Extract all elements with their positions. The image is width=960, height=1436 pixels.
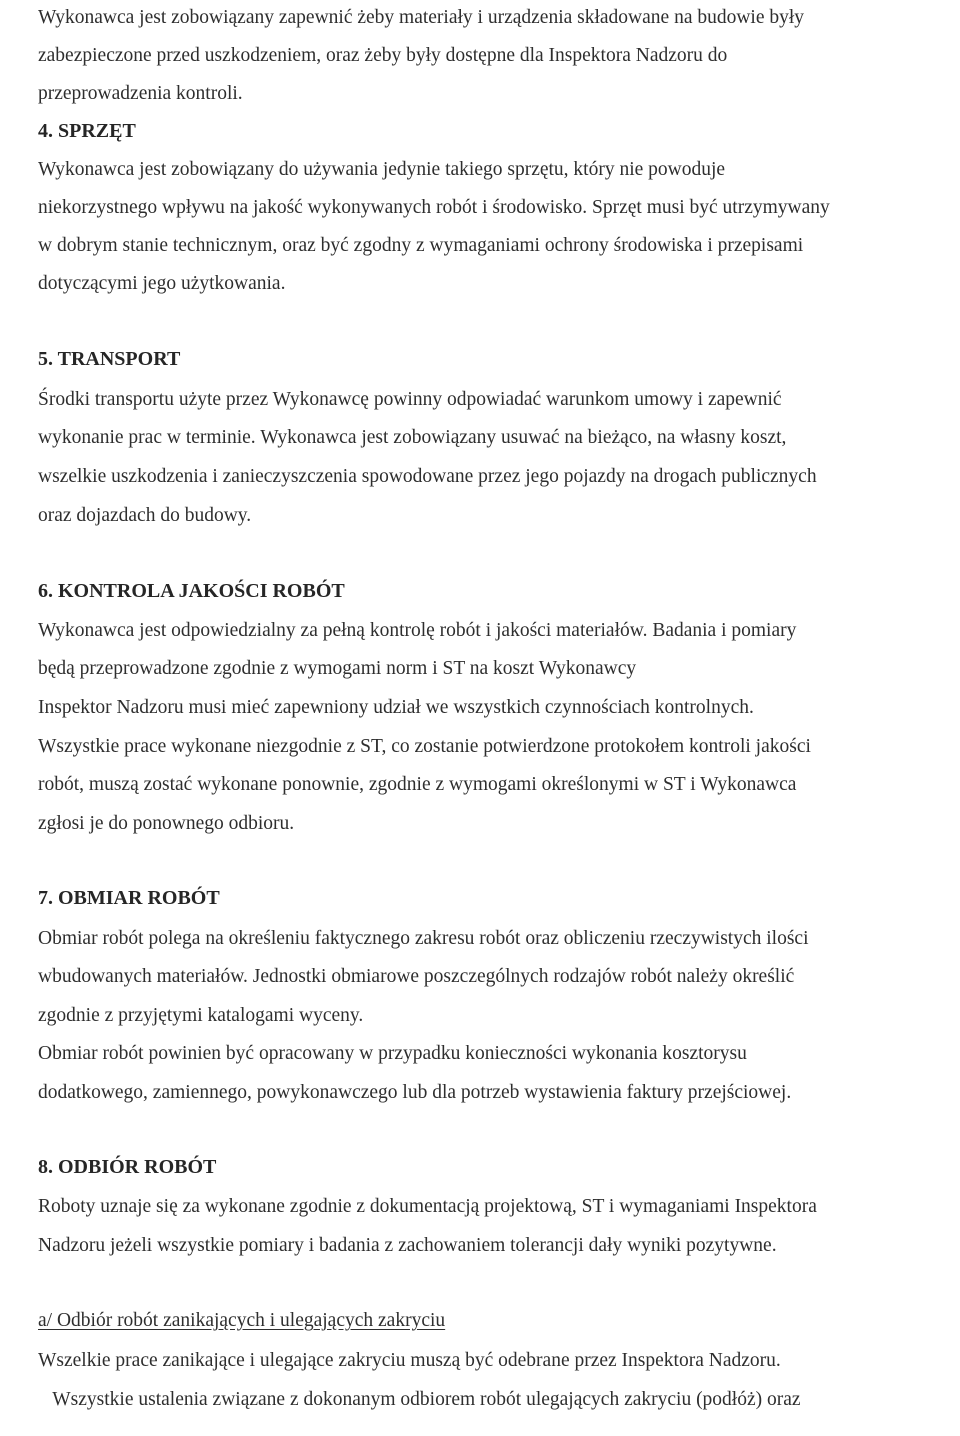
subsection-heading-zakrycie: a/ Odbiór robót zanikających i ulegających zakryciu bbox=[38, 1310, 446, 1331]
paragraph-line: zgodnie z przyjętymi katalogami wyceny. bbox=[38, 1005, 364, 1026]
paragraph-line: Nadzoru jeżeli wszystkie pomiary i badania z zachowaniem tolerancji dały wyniki pozytywne. bbox=[38, 1235, 777, 1256]
paragraph-line: będą przeprowadzone zgodnie z wymogami norm i ST na koszt Wykonawcy bbox=[38, 658, 637, 679]
paragraph-line: Inspektor Nadzoru musi mieć zapewniony udział we wszystkich czynnościach kontrolnych. bbox=[38, 697, 754, 718]
paragraph-line: Wykonawca jest zobowiązany do używania jedynie takiego sprzętu, który nie powoduje bbox=[38, 159, 726, 180]
intro-line: Wykonawca jest zobowiązany zapewnić żeby materiały i urządzenia składowane na budowie były bbox=[38, 7, 805, 28]
section-heading-odbior: 8. ODBIÓR ROBÓT bbox=[38, 1156, 217, 1178]
paragraph-line: Wszystkie ustalenia związane z dokonanym odbiorem robót ulegających zakryciu (podłóż) oraz bbox=[38, 1389, 801, 1410]
paragraph-line: Obmiar robót polega na określeniu faktycznego zakresu robót oraz obliczeniu rzeczywistych ilości bbox=[38, 928, 809, 949]
paragraph-line: Roboty uznaje się za wykonane zgodnie z dokumentacją projektową, ST i wymaganiami Inspektora bbox=[38, 1196, 817, 1217]
section-heading-obmiar: 7. OBMIAR ROBÓT bbox=[38, 887, 220, 909]
intro-line: zabezpieczone przed uszkodzeniem, oraz żeby były dostępne dla Inspektora Nadzoru do bbox=[38, 45, 728, 66]
paragraph-line: Obmiar robót powinien być opracowany w przypadku konieczności wykonania kosztorysu bbox=[38, 1043, 747, 1064]
paragraph-line: Wykonawca jest odpowiedzialny za pełną kontrolę robót i jakości materiałów. Badania i pomiary bbox=[38, 620, 797, 641]
paragraph-line: Wszelkie prace zanikające i ulegające zakryciu muszą być odebrane przez Inspektora Nadzoru. bbox=[38, 1350, 781, 1371]
paragraph-line: wykonanie prac w terminie. Wykonawca jest zobowiązany usuwać na bieżąco, na własny koszt, bbox=[38, 427, 787, 448]
section-heading-transport: 5. TRANSPORT bbox=[38, 348, 181, 370]
paragraph-line: wbudowanych materiałów. Jednostki obmiarowe poszczególnych rodzajów robót należy określić bbox=[38, 966, 795, 987]
paragraph-line: Wszystkie prace wykonane niezgodnie z ST, co zostanie potwierdzone protokołem kontroli jakości bbox=[38, 736, 811, 757]
paragraph-line: oraz dojazdach do budowy. bbox=[38, 505, 252, 526]
paragraph-line: Środki transportu użyte przez Wykonawcę powinny odpowiadać warunkom umowy i zapewnić bbox=[38, 389, 782, 410]
section-heading-kontrola: 6. KONTROLA JAKOŚCI ROBÓT bbox=[38, 580, 345, 602]
paragraph-line: robót, muszą zostać wykonane ponownie, zgodnie z wymogami określonymi w ST i Wykonawca bbox=[38, 774, 797, 795]
paragraph-line: wszelkie uszkodzenia i zanieczyszczenia spowodowane przez jego pojazdy na drogach publicznych bbox=[38, 466, 817, 487]
paragraph-line: niekorzystnego wpływu na jakość wykonywanych robót i środowisko. Sprzęt musi być utrzymywany bbox=[38, 197, 830, 218]
section-heading-sprzet: 4. SPRZĘT bbox=[38, 120, 136, 142]
paragraph-line: dotyczącymi jego użytkowania. bbox=[38, 273, 286, 294]
paragraph-line: dodatkowego, zamiennego, powykonawczego lub dla potrzeb wystawienia faktury przejściowej. bbox=[38, 1082, 792, 1103]
paragraph-line: zgłosi je do ponownego odbioru. bbox=[38, 813, 295, 834]
paragraph-line: w dobrym stanie technicznym, oraz być zgodny z wymaganiami ochrony środowiska i przepisami bbox=[38, 235, 804, 256]
intro-line: przeprowadzenia kontroli. bbox=[38, 83, 243, 104]
